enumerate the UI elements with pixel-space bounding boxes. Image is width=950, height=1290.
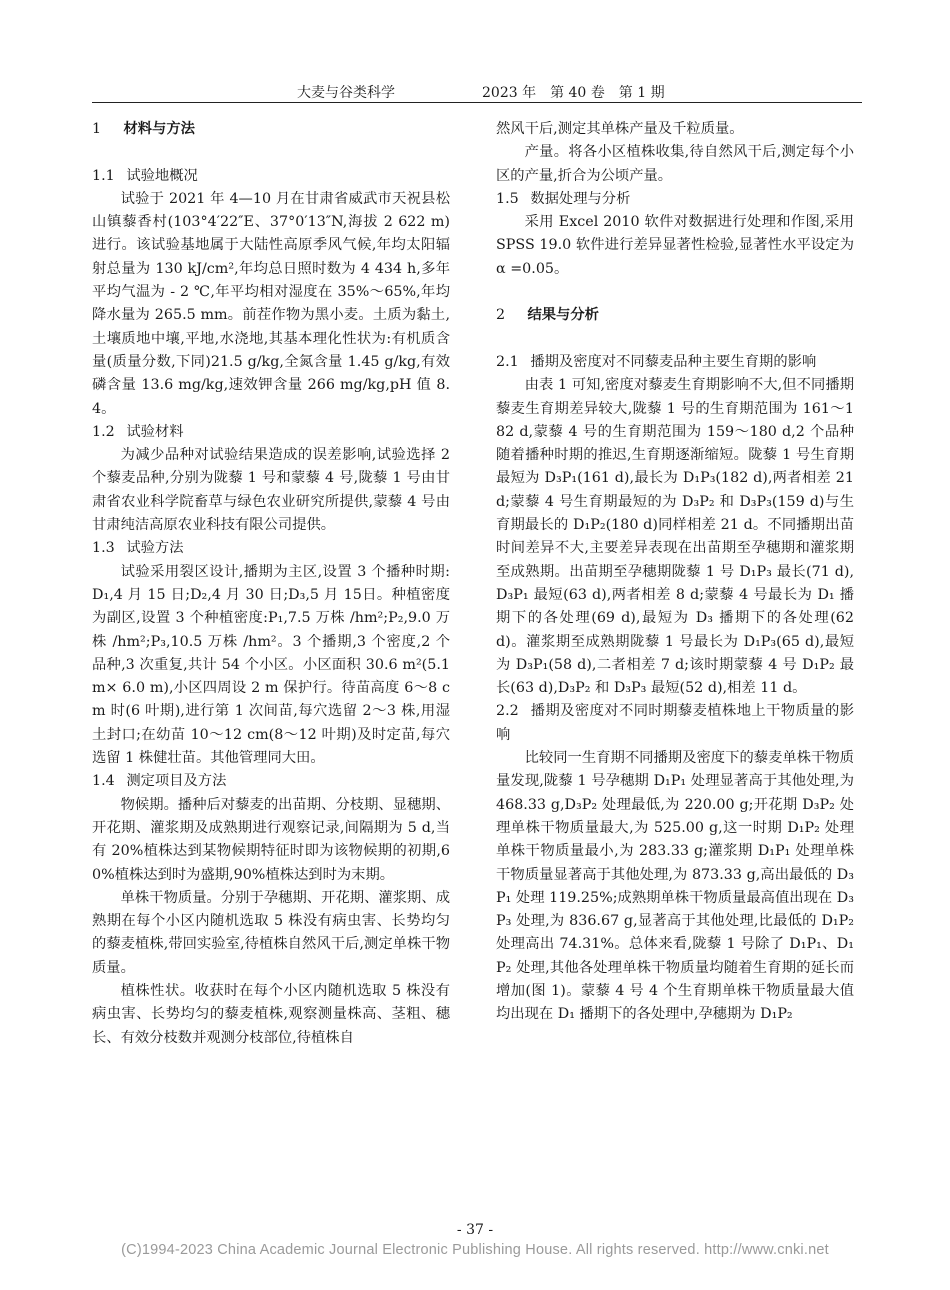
section-heading-1: 1 材料与方法 [92,121,195,137]
section-heading-1-5: 1.5 数据处理与分析 [496,190,631,207]
journal-name: 大麦与谷类科学 [297,85,395,101]
section-heading-2: 2 结果与分析 [496,307,599,324]
section-heading-1-2: 1.2 试验材料 [92,423,184,440]
section-heading-1-3: 1.3 试验方法 [92,540,184,557]
section-heading-2-1: 2.1 播期及密度对不同藜麦品种主要生育期的影响 [496,353,817,370]
paragraph-method: 试验采用裂区设计,播期为主区,设置 3 个播种时期:D₁,4 月 15 日;D₂,4 月 30 日;D₃,5 月 15日。种植密度为副区,设置 3 个种植密度:P₁,7.5 万株 /hm²;P₂,9.0 万株 /hm²;P₃,10.5 万株 /hm²。3 个播期,3 个密度,2 个品种,3 次重复,共计 54 个小区。小区面积 30.6 m²(5.1 m× 6.0 m),小区四周设 2 m 保护行。待苗高度 6～8 cm 时(6 叶期),进行第 1 次间苗,每穴选留 2～3 株,用湿土封口;在幼苗 10～12 cm(8～12 叶期)及时定苗,每穴选留 1 株健壮苗。其他管理同大田。 [92,563,450,767]
paragraph-phenology: 物候期。播种后对藜麦的出苗期、分枝期、显穗期、开花期、灌浆期及成熟期进行观察记录,间隔期为 5 d,当有 20%植株达到某物候期特征时即为该物候期的初期,60%植株达到时为盛期,90%植株达到时为末期。 [92,796,450,883]
section-heading-1-1: 1.1 试验地概况 [92,167,198,184]
copyright-footer: (C)1994-2023 China Academic Journal Electronic Publishing House. All rights reserved. http://www.cnki.net [121,1242,829,1258]
page-number: - 37 - [456,1222,494,1238]
running-header [92,80,862,102]
paragraph-dry-matter-results: 比较同一生育期不同播期及密度下的藜麦单株干物质量发现,陇藜 1 号孕穗期 D₁P₁ 处理显著高于其他处理,为 468.33 g,D₃P₂ 处理最低,为 220.00 g;开花期 D₃P₂ 处理单株干物质量最大,为 525.00 g,这一时期 D₁P₂ 处理单株干物质量最小,为 283.33 g;灌浆期 D₁P₁ 处理单株干物质量显著高于其他处理,为 873.33 g,高出最低的 D₃P₁ 处理 119.25%;成熟期单株干物质量最高值出现在 D₃P₃ 处理,为 836.67 g,显著高于其他处理,比最低的 D₁P₂ 处理高出 74.31%。总体来看,陇藜 1 号除了 D₁P₁、D₁P₂ 处理,其他各处理单株干物质量均随着生育期的延长而增加(图 1)。蒙藜 4 号 4 个生育期单株干物质量最大值均出现在 D₁ 播期下的各处理中,孕穗期为 D₁P₂ [496,750,854,1023]
paragraph-materials: 为减少品种对试验结果造成的误差影响,试验选择 2 个藜麦品种,分别为陇藜 1 号和蒙藜 4 号,陇藜 1 号由甘肃省农业科学院畜草与绿色农业研究所提供,蒙藜 4 号由甘肃纯洁高原农业科技有限公司提供。 [92,447,450,534]
issue-info: 2023 年 第 40 卷 第 1 期 [482,85,665,101]
section-heading-2-2: 2.2 播期及密度对不同时期藜麦植株地上干物质量的影响 [496,703,854,743]
header-rule [92,102,862,103]
section-heading-1-4: 1.4 测定项目及方法 [92,773,227,790]
right-column [496,118,854,1027]
paragraph-site: 试验于 2021 年 4—10 月在甘肃省威武市天祝县松山镇藜香村(103°4′22″E、37°0′13″N,海拔 2 622 m)进行。该试验基地属于大陆性高原季风气候,年均太阳辐射总量为 130 kJ/cm²,年均总日照时数为 4 434 h,多年平均气温为 - 2 ℃,年平均相对湿度在 35%～65%,年均降水量为 265.5 mm。前茬作物为黑小麦。土质为黏土,土壤质地中壤,平地,水浇地,其基本理化性状为:有机质含量(质量分数,下同)21.5 g/kg,全氮含量 1.45 g/kg,有效磷含量 13.6 mg/kg,速效钾含量 266 mg/kg,pH 值 8.4。 [92,190,450,417]
paragraph-continued: 然风干后,测定其单株产量及千粒质量。 [496,121,744,137]
paragraph-dry-matter: 单株干物质量。分别于孕穗期、开花期、灌浆期、成熟期在每个小区内随机选取 5 株没有病虫害、长势均匀的藜麦植株,带回实验室,待植株自然风干后,测定单株干物质量。 [92,889,450,976]
paragraph-growth-period: 由表 1 可知,密度对藜麦生育期影响不大,但不同播期藜麦生育期差异较大,陇藜 1 号的生育期范围为 161～182 d,蒙藜 4 号的生育期范围为 159～180 d,2 个品种随着播种时期的推迟,生育期逐渐缩短。陇藜 1 号生育期最短为 D₃P₁(161 d),最长为 D₁P₃(182 d),两者相差 21 d;蒙藜 4 号生育期最短的为 D₃P₂ 和 D₃P₃(159 d)与生育期最长的 D₁P₂(180 d)同样相差 21 d。不同播期出苗时间差异不大,主要差异表现在出苗期至孕穗期和灌浆期至成熟期。出苗期至孕穗期陇藜 1 号 D₁P₃ 最长(71 d),D₃P₁ 最短(63 d),两者相差 8 d;蒙藜 4 号最长为 D₁ 播期下的各处理(69 d),最短为 D₃ 播期下的各处理(62 d)。灌浆期至成熟期陇藜 1 号最长为 D₁P₃(65 d),最短为 D₃P₁(58 d),二者相差 7 d;该时期蒙藜 4 号 D₁P₂ 最长(63 d),D₃P₂ 和 D₃P₃ 最短(52 d),相差 11 d。 [496,377,854,697]
paragraph-yield: 产量。将各小区植株收集,待自然风干后,测定每个小区的产量,折合为公顷产量。 [496,144,854,184]
paragraph-data-analysis: 采用 Excel 2010 软件对数据进行处理和作图,采用 SPSS 19.0 软件进行差异显著性检验,显著性水平设定为 α =0.05。 [496,214,854,277]
paragraph-plant-traits: 植株性状。收获时在每个小区内随机选取 5 株没有病虫害、长势均匀的藜麦植株,观察测量株高、茎粗、穗长、有效分枝数并观测分枝部位,待植株自 [92,982,450,1046]
left-column [92,118,450,1050]
